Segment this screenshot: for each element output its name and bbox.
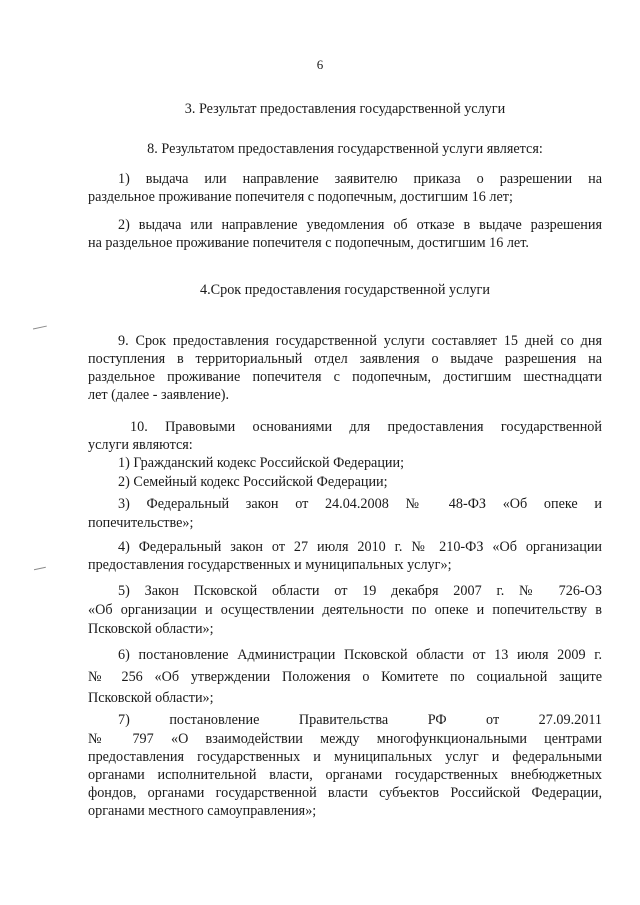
section-4-heading: 4.Срок предоставления государственной услуги	[200, 282, 490, 298]
paragraph-9-line-3: раздельное проживание попечителя с подопечным, достигшим шестнадцати	[88, 369, 602, 385]
page-number: 6	[316, 57, 324, 72]
basis-4-line-1: 4) Федеральный закон от 27 июля 2010 г. № 210-ФЗ «Об организации	[118, 539, 602, 555]
basis-7-line-3: предоставления государственных и муниципальных услуг и федеральными	[88, 749, 602, 765]
basis-5-line-3: Псковской области»;	[88, 621, 214, 637]
basis-3-line-1: 3) Федеральный закон от 24.04.2008 № 48-ФЗ «Об опеке и	[118, 496, 602, 512]
paragraph-10-line-2: услуги являются:	[88, 437, 193, 453]
paragraph-9-line-2: поступления в территориальный отдел заявления о выдаче разрешения на	[88, 351, 602, 367]
basis-7-line-4: органами исполнительной власти, органами государственных внебюджетных	[88, 767, 602, 783]
basis-1: 1) Гражданский кодекс Российской Федерации;	[118, 455, 405, 471]
paragraph-9-line-4: лет (далее - заявление).	[88, 387, 230, 403]
item-1-line-1: 1) выдача или направление заявителю приказа о разрешении на	[118, 171, 602, 187]
basis-2: 2) Семейный кодекс Российской Федерации;	[118, 474, 388, 490]
basis-3-line-2: попечительстве»;	[88, 515, 194, 531]
scan-mark	[34, 567, 46, 571]
basis-6-line-2: № 256 «Об утверждении Положения о Комитете по социальной защите	[88, 669, 602, 685]
basis-7-line-6: органами местного самоуправления»;	[88, 803, 317, 819]
basis-6-line-1: 6) постановление Администрации Псковской области от 13 июля 2009 г.	[118, 647, 602, 663]
scan-mark	[33, 326, 47, 331]
basis-7-line-5: фондов, органами государственной власти субъектов Российской Федерации,	[88, 785, 602, 801]
basis-7-line-1: 7) постановление Правительства РФ от 27.09.2011	[118, 712, 602, 728]
basis-5-line-1: 5) Закон Псковской области от 19 декабря 2007 г. № 726-ОЗ	[118, 583, 602, 599]
item-2-line-2: на раздельное проживание попечителя с подопечным, достигшим 16 лет.	[88, 235, 529, 251]
paragraph-9-line-1: 9. Срок предоставления государственной услуги составляет 15 дней со дня	[118, 333, 602, 349]
item-2-line-1: 2) выдача или направление уведомления об отказе в выдаче разрешения	[118, 217, 602, 233]
basis-6-line-3: Псковской области»;	[88, 690, 214, 706]
basis-5-line-2: «Об организации и осуществлении деятельности по опеке и попечительству в	[88, 602, 602, 618]
paragraph-8: 8. Результатом предоставления государственной услуги является:	[147, 141, 543, 157]
item-1-line-2: раздельное проживание попечителя с подопечным, достигшим 16 лет;	[88, 189, 513, 205]
basis-7-line-2: № 797 «О взаимодействии между многофункциональными центрами	[88, 731, 602, 747]
paragraph-10-line-1: 10. Правовыми основаниями для предоставления государственной	[130, 419, 602, 435]
section-3-heading: 3. Результат предоставления государственной услуги	[184, 101, 506, 117]
basis-4-line-2: предоставления государственных и муниципальных услуг»;	[88, 557, 452, 573]
